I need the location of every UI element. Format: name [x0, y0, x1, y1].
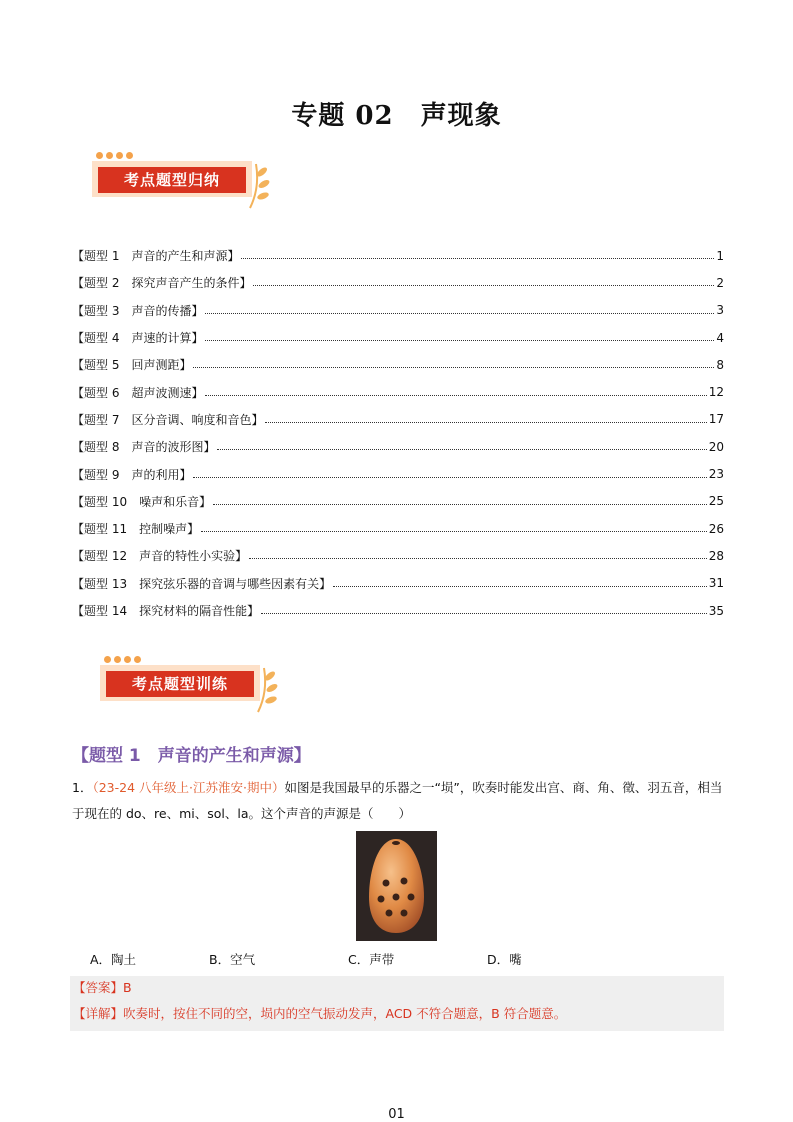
toc-leader-dots — [205, 395, 706, 396]
toc-leader-dots — [333, 586, 707, 587]
toc-leader-dots — [201, 531, 707, 532]
toc-entry-label: 【题型 5 回声测距】 — [72, 358, 192, 373]
option-b: B．空气 — [209, 952, 256, 967]
toc-entry-label: 【题型 9 声的利用】 — [72, 467, 192, 482]
section-banner-summary — [92, 152, 272, 212]
toc-entry-label: 【题型 11 控制噪声】 — [72, 522, 200, 537]
toc-entry-page: 25 — [708, 494, 724, 509]
toc-entry[interactable] — [72, 351, 724, 378]
toc-entry[interactable] — [72, 242, 724, 269]
toc-leader-dots — [265, 422, 706, 423]
toc-entry-page: 26 — [708, 521, 724, 536]
toc-entry-label: 【题型 10 噪声和乐音】 — [72, 494, 212, 509]
toc-entry-page: 2 — [716, 275, 724, 290]
section-heading: 【题型 1 声音的产生和声源】 — [72, 746, 311, 766]
toc-entry-page: 12 — [708, 385, 724, 400]
toc-entry-page: 3 — [716, 303, 724, 318]
answer-text: 【答案】B — [73, 980, 132, 995]
toc-leader-dots — [193, 477, 706, 478]
toc-entry-label: 【题型 6 超声波测速】 — [72, 385, 204, 400]
toc-entry[interactable] — [72, 297, 724, 324]
question-number: 1． — [72, 780, 93, 795]
toc-leader-dots — [217, 449, 706, 450]
toc-leader-dots — [205, 313, 714, 314]
banner-dots — [96, 152, 133, 159]
toc-entry-page: 1 — [716, 248, 724, 263]
toc-entry[interactable] — [72, 433, 724, 460]
toc-leader-dots — [261, 613, 707, 614]
question-1 — [72, 775, 724, 827]
banner-dots — [104, 656, 141, 663]
toc-leader-dots — [205, 340, 714, 341]
toc-leader-dots — [241, 258, 714, 259]
answer-panel — [70, 976, 724, 1031]
toc-entry-label: 【题型 7 区分音调、响度和音色】 — [72, 412, 264, 427]
toc-entry[interactable] — [72, 378, 724, 405]
toc-entry-page: 17 — [708, 412, 724, 427]
toc-leader-dots — [253, 285, 714, 286]
toc-leader-dots — [193, 367, 714, 368]
toc-entry-label: 【题型 8 声音的波形图】 — [72, 440, 216, 455]
laurel-icon — [244, 158, 274, 210]
toc-entry[interactable] — [72, 488, 724, 515]
section-banner-training — [100, 656, 280, 716]
toc-entry[interactable] — [72, 406, 724, 433]
toc-entry-page: 28 — [708, 548, 724, 563]
toc-entry-page: 35 — [708, 603, 724, 618]
toc-entry-label: 【题型 12 声音的特性小实验】 — [72, 549, 248, 564]
toc-entry-label: 【题型 4 声速的计算】 — [72, 331, 204, 346]
banner-label: 考点题型归纳 — [98, 167, 246, 193]
option-d: D．嘴 — [487, 952, 522, 967]
toc-entry-label: 【题型 3 声音的传播】 — [72, 303, 204, 318]
toc-entry-page: 8 — [716, 357, 724, 372]
toc-entry-label: 【题型 1 声音的产生和声源】 — [72, 249, 240, 264]
banner-label: 考点题型训练 — [106, 671, 254, 697]
toc-entry-page: 23 — [708, 467, 724, 482]
toc-entry[interactable] — [72, 460, 724, 487]
toc-leader-dots — [213, 504, 707, 505]
toc-entry-label: 【题型 14 探究材料的隔音性能】 — [72, 604, 260, 618]
page-number: 01 — [388, 1107, 405, 1122]
toc-leader-dots — [249, 558, 707, 559]
question-text: 如图是我国最早的乐器之一“埙”，吹奏时能发出宫、商、角、徵、羽五音，相当于现在的 do、re、mi、sol、la。这个声音的声源是（ ） — [72, 780, 723, 821]
toc-entry[interactable] — [72, 324, 724, 351]
laurel-icon — [252, 662, 282, 714]
question-source: （23-24 八年级上·江苏淮安·期中） — [92, 780, 285, 795]
toc-entry[interactable] — [72, 269, 724, 296]
toc-entry[interactable] — [72, 597, 724, 624]
toc-entry[interactable] — [72, 542, 724, 569]
option-c: C．声带 — [348, 952, 395, 967]
toc-entry-page: 20 — [708, 439, 724, 454]
option-a: A．陶土 — [90, 952, 137, 967]
page-title: 专题 02 声现象 — [291, 101, 502, 131]
table-of-contents — [72, 242, 724, 624]
toc-entry[interactable] — [72, 570, 724, 597]
toc-entry-label: 【题型 13 探究弦乐器的音调与哪些因素有关】 — [72, 576, 332, 591]
toc-entry-label: 【题型 2 探究声音产生的条件】 — [72, 276, 252, 291]
toc-entry-page: 4 — [716, 330, 724, 345]
toc-entry[interactable] — [72, 515, 724, 542]
toc-entry-page: 31 — [708, 576, 724, 591]
explanation-text: 【详解】吹奏时，按住不同的空，埙内的空气振动发声，ACD 不符合题意，B 符合题意。 — [73, 1006, 567, 1021]
xun-instrument-image — [356, 831, 437, 941]
